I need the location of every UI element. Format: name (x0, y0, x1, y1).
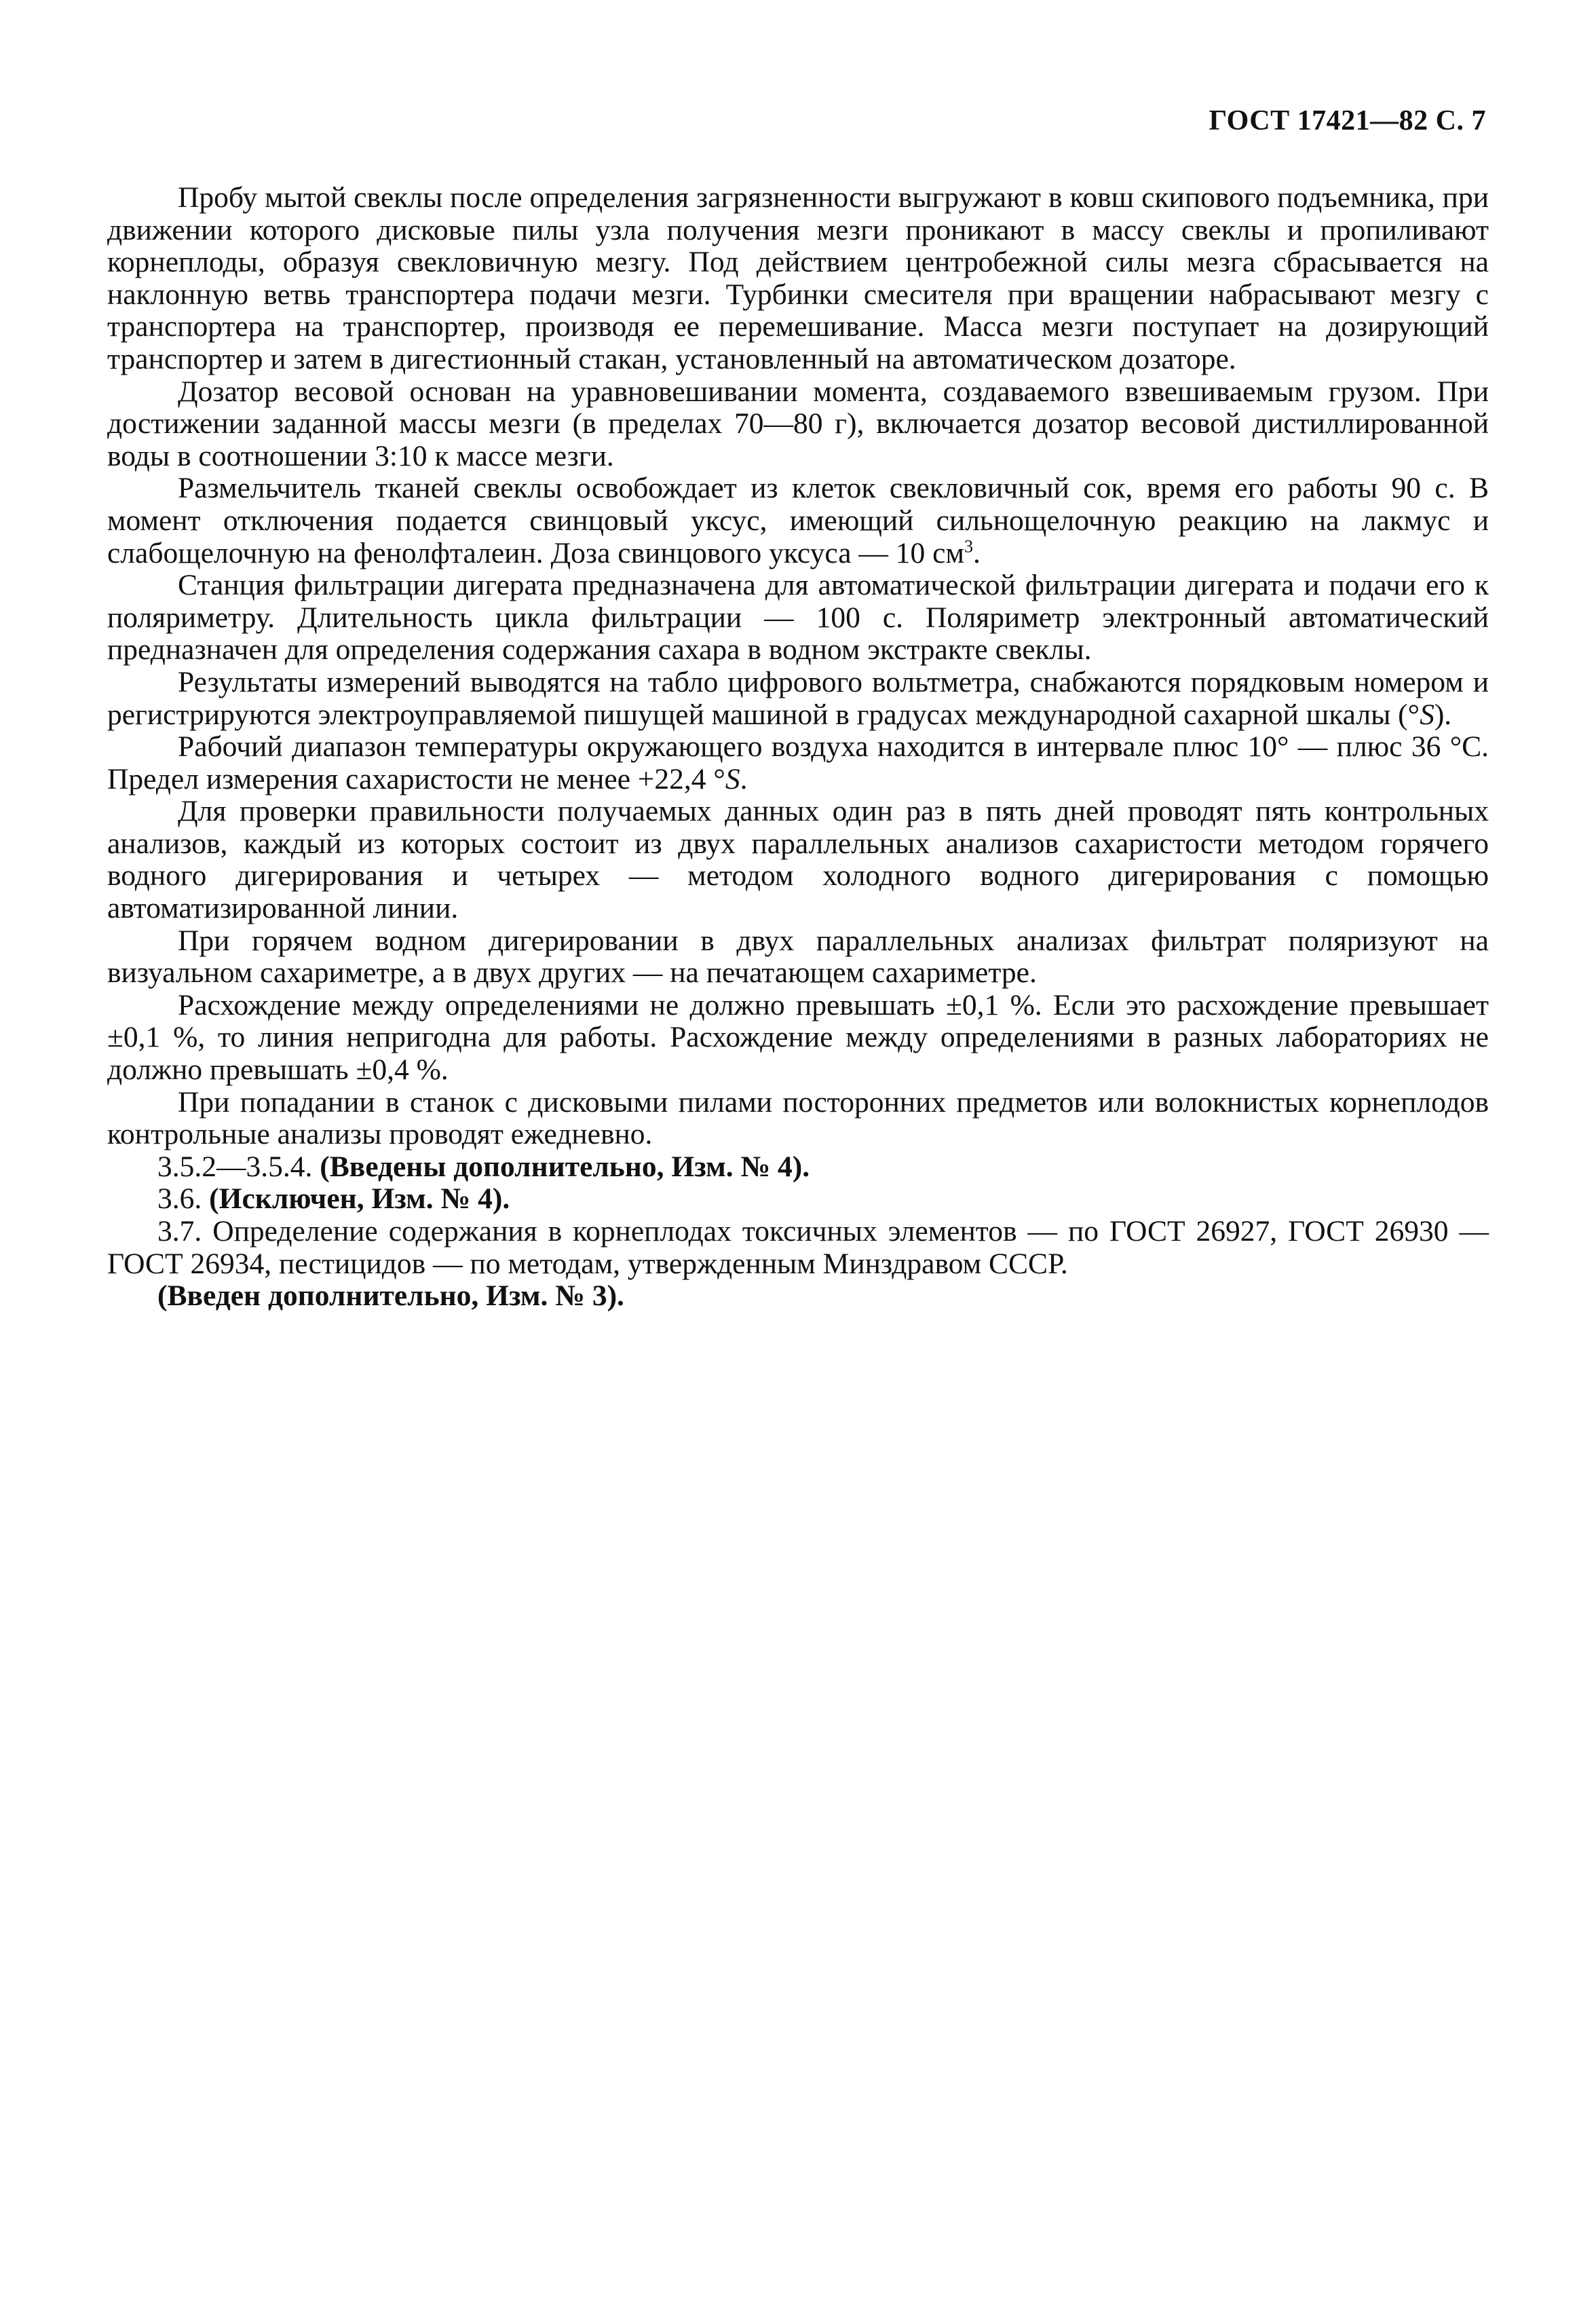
amendment-note: (Введены дополнительно, Изм. № 4). (320, 1150, 810, 1183)
paragraph-control-analyses: Для проверки правильности получаемых данных один раз в пять дней проводят пять контрольных анализов, каждый из которых состоит из двух параллельных анализов сахаристости методом горячего водного дигерирования и четырех — методом холодного водного дигерирования с помощью автоматизированной линии. (107, 795, 1489, 925)
paragraph-foreign-objects: При попадании в станок с дисковыми пилами посторонних предметов или волокнистых корнеплодов контрольные анализы проводят ежедневно. (107, 1085, 1489, 1151)
paragraph-discrepancy: Расхождение между определениями не должно превышать ±0,1 %. Если это расхождение превышает ±0,1 %, то линия непригодна для работы. Расхождение между определениями в разных лабораториях не должно превышать ±0,4 %. (107, 988, 1489, 1087)
paragraph-filtration-station: Станция фильтрации дигерата предназначена для автоматической фильтрации дигерата и подачи его к поляриметру. Длительность цикла фильтрации — 100 с. Поляриметр электронный автоматический предназначен для определения содержания сахара в водном экстракте свеклы. (107, 569, 1489, 667)
results-end: ). (1434, 698, 1452, 731)
results-text: Результаты измерений выводятся на табло цифрового вольтметра, снабжаются порядковым номером и регистрируются электроуправляемой пишущей машиной в градусах международной сахарной шкалы (° (107, 665, 1489, 731)
paragraph-clause-36 (107, 1183, 1489, 1216)
page-header: ГОСТ 17421—82 С. 7 (1209, 105, 1486, 136)
sugar-scale-symbol: S (1420, 698, 1434, 731)
paragraph-measurement-results (107, 667, 1489, 731)
amendment-note: (Исключен, Изм. № 4). (209, 1182, 510, 1216)
paragraph-weight-dispenser: Дозатор весовой основан на уравновешивании момента, создаваемого взвешиваемым грузом. При достижении заданной массы мезги (в пределах 70—80 г), включается дозатор весовой дистиллированной воды в соотношении 3:10 к массе мезги. (107, 375, 1489, 472)
paragraph-hot-digestion: При горячем водном дигерировании в двух параллельных анализах фильтрат поляризуют на визуальном сахариметре, а в двух других — на печатающем сахариметре. (107, 924, 1489, 990)
sugar-scale-symbol: S (725, 762, 740, 795)
clause-number: 3.6. (157, 1182, 210, 1216)
document-body (107, 182, 1489, 1313)
paragraph-clause-352-354 (107, 1151, 1489, 1184)
paragraph-tissue-grinder (107, 472, 1489, 569)
grinder-text: Размельчитель тканей свеклы освобождает из клеток свекловичный сок, время его работы 90 с. В момент отключения подается свинцовый уксус, имеющий сильнощелочную реакцию на лакмус и слабощелочную на фенолфталеин. Доза свинцового уксуса — 10 см (107, 472, 1489, 569)
paragraph-beet-sample: Пробу мытой свеклы после определения загрязненности выгружают в ковш скипового подъемника, при движении которого дисковые пилы узла получения мезги проникают в массу свеклы и пропиливают корнеплоды, образуя свекловичную мезгу. Под действием центробежной силы мезга сбрасывается на наклонную ветвь транспортера подачи мезги. Турбинки смесителя при вращении набрасывают мезгу с транспортера на транспортер, производя ее перемешивание. Масса мезги поступает на дозирующий транспортер и затем в дигестионный стакан, установленный на автоматическом дозаторе. (107, 181, 1489, 375)
unit-superscript: 3 (964, 536, 974, 557)
temperature-text: Рабочий диапазон температуры окружающего воздуха находится в интервале плюс 10° — плюс 36 °С. Предел измерения сахаристости не менее +22,4 ° (107, 730, 1489, 795)
temperature-end: . (740, 762, 748, 795)
grinder-end: . (973, 536, 981, 569)
paragraph-clause-37: 3.7. Определение содержания в корнеплодах токсичных элементов — по ГОСТ 26927, ГОСТ 26930 — ГОСТ 26934, пестицидов — по методам, утвержденным Минздравом СССР. (107, 1215, 1489, 1280)
paragraph-amendment-3: (Введен дополнительно, Изм. № 3). (157, 1279, 624, 1313)
paragraph-temperature-range (107, 731, 1489, 795)
clause-number: 3.5.2—3.5.4. (157, 1150, 320, 1183)
